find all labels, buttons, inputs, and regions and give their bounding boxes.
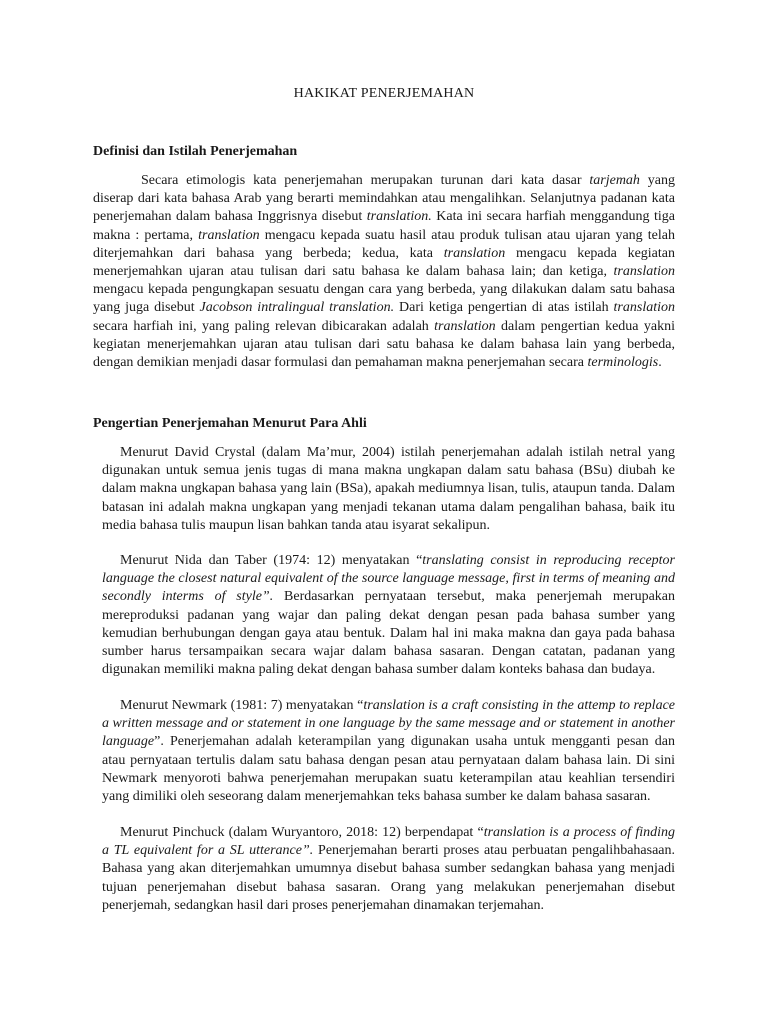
italic-term: translation — [443, 245, 506, 261]
paragraph-pinchuck — [102, 824, 675, 915]
section-heading-definisi: Definisi dan Istilah Penerjemahan — [93, 144, 298, 159]
text-run: Penerjemahan berarti proses atau perbuatan pengalihbahasaan. Bahasa yang akan diterjemahkan umumnya disebut bahasa sumber sedangkan bahasa yang menjadi tujuan penerjemahan disebut bahasa sasaran. Orang yang melakukan penerjemahan disebut penerjemah, sedangkan hasil dari proses penerjemahan dinamakan terjemahan. — [102, 843, 675, 913]
italic-term: translation. — [366, 209, 432, 225]
paragraph-nida-taber — [102, 552, 675, 679]
text-run: mengacu kepada pengungkapan sesuatu dengan cara yang berbeda, yang dilakukan dalam satu bahasa yang juga disebut — [93, 282, 675, 316]
section-heading-pengertian: Pengertian Penerjemahan Menurut Para Ahli — [93, 416, 367, 431]
text-run: Menurut David Crystal (dalam Ma’mur, 2004) istilah penerjemahan adalah istilah netral yang digunakan untuk semua jenis tugas di mana makna ungkapan dalam satu bahasa (BSu) diubah ke dalam makna ungkapan bahasa yang lain (BSa), apakah mediumnya lisan, tulis, ataupun tanda. Dalam batasan ini adalah makna ungkapan yang menjadi tekanan utama dalam pengalihan bahasa, baik itu media bahasa tulis maupun lisan bahkan tanda atau isyarat sekalipun. — [102, 445, 675, 533]
text-run: . — [658, 355, 662, 371]
text-run: Menurut Pinchuck (dalam Wuryantoro, 2018: 12) berpendapat “ — [120, 825, 484, 840]
text-run: Menurut Nida dan Taber (1974: 12) menyatakan “ — [120, 553, 423, 568]
text-run: Dari ketiga pengertian di atas istilah — [394, 300, 614, 316]
italic-term: Jacobson intralingual translation. — [199, 300, 395, 316]
text-run: Menurut Newmark (1981: 7) menyatakan “ — [120, 698, 364, 713]
text-run: Berdasarkan pernyataan tersebut, maka penerjemah merupakan mereproduksi padanan yang wajar dan paling dekat dengan pesan pada bahasa sumber yang kemudian berhubungan dengan gaya atau bentuk. Dalam hal ini maka makna dan gaya pada bahasa sumber harus tersampaikan secara wajar dalam bahasa sasaran. Dengan catatan, padanan yang digunakan memiliki makna paling dekat dengan bahasa sumber dalam konteks bahasa dan budaya. — [102, 589, 676, 678]
text-run: yang diserap dari kata bahasa Arab yang berarti memindahkan atau mengalihkan. Selanjutnya padanan kata penerjemahan dalam bahasa Inggrisnya disebut — [93, 173, 675, 225]
paragraph-crystal — [102, 444, 675, 535]
paragraph-etimologi — [93, 172, 675, 372]
italic-term: tarjemah — [589, 173, 640, 188]
page-title: HAKIKAT PENERJEMAHAN — [293, 86, 475, 101]
text-run: Secara etimologis kata penerjemahan merupakan turunan dari kata dasar — [141, 173, 590, 188]
text-run: ”. Penerjemahan adalah keterampilan yang digunakan usaha untuk mengganti pesan dan atau pernyataan tertulis dalam satu bahasa dengan pesan atau pernyataan dalam bahasa lain. Di sini Newmark menyoroti bahwa penerjemahan merupakan suatu keterampilan atau keahlian tersendiri yang dimiliki oleh seseorang dalam menerjemahkan teks bahasa sumber ke dalam bahasa sasaran. — [102, 734, 675, 805]
italic-term: translation — [198, 227, 260, 243]
italic-term: translation is a process of finding a TL equivalent for a SL utterance”. — [102, 825, 676, 859]
italic-term: translation is a craft consisting in the attemp to replace a written message and or statement in one language by the same message and or statement in another language — [102, 698, 675, 750]
paragraph-newmark — [102, 697, 675, 806]
italic-term: translation — [613, 300, 675, 316]
italic-term: terminologis — [587, 355, 659, 371]
text-run: mengacu kepada kegiatan menerjemahkan ujaran atau tulisan dari satu bahasa ke dalam bahasa lain; dan ketiga, — [93, 245, 675, 280]
text-run: secara harfiah ini, yang paling relevan dibicarakan adalah — [93, 318, 435, 334]
text-run: mengacu kepada suatu hasil atau produk tulisan atau ujaran yang telah diterjemahkan dari bahasa yang berbeda; kedua, kata — [93, 227, 675, 261]
text-run: Kata ini secara harfiah menggandung tiga makna : pertama, — [93, 209, 676, 243]
italic-term: translating consist in reproducing receptor language the closest natural equivalent of the source language message, first in terms of meaning and secondly interms of style”. — [102, 553, 675, 605]
italic-term: translation — [613, 264, 675, 280]
text-run: dalam pengertian kedua yakni kegiatan menerjemahkan ujaran atau tulisan dari satu bahasa ke dalam bahasa lain yang berbeda, dengan demikian menjadi dasar formulasi dan pemahaman makna penerjemahan secara — [93, 318, 675, 371]
italic-term: translation — [434, 318, 496, 334]
